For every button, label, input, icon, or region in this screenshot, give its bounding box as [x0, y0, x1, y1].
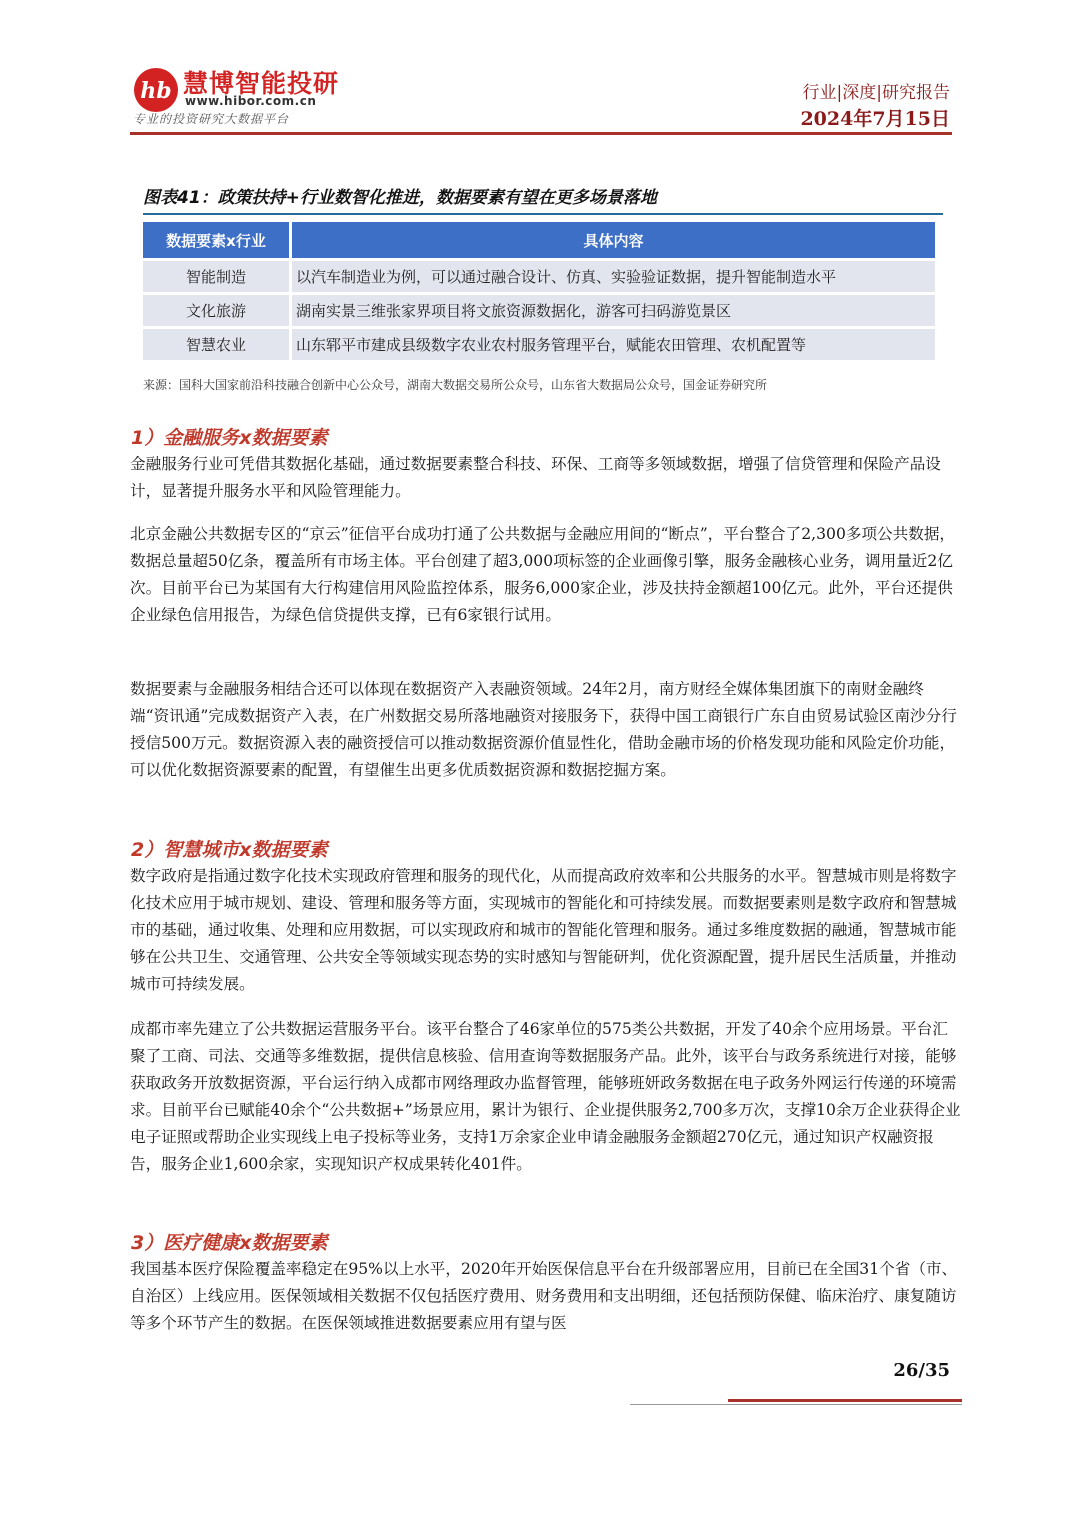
table-row — [143, 329, 935, 360]
figure-source: 来源：国科大国家前沿科技融合创新中心公众号，湖南大数据交易所公众号，山东省大数据局公众号，国金证券研究所 — [143, 378, 768, 392]
section-title-healthcare: 3）医疗健康x数据要素 — [131, 1232, 328, 1254]
header-divider — [130, 132, 952, 135]
logo-url: www.hibor.com.cn — [185, 94, 317, 108]
table-cell-industry: 智能制造 — [143, 261, 292, 292]
table-cell-industry: 文化旅游 — [143, 295, 292, 326]
paragraph: 成都市率先建立了公共数据运营服务平台。该平台整合了46家单位的575类公共数据，开发了40余个应用场景。平台汇聚了工商、司法、交通等多维数据，提供信息核验、信用查询等数据服务产品。此外，该平台与政务系统进行对接，能够获取政务开放数据资源，平台运行纳入成都市网络理政办监督管理，能够班妍政务数据在电子政务外网运行传递的环境需求。目前平台已赋能40余个“公共数据+”场景应用，累计为银行、企业提供服务2,700多万次，支撑10余万企业获得企业电子证照或帮助企业实现线上电子投标等业务，支持1万余家企业申请金融服务金额超270亿元，通过知识产权融资报告，服务企业1,600余家，实现知识产权成果转化401件。 — [130, 1020, 961, 1173]
footer-rule — [630, 1404, 962, 1405]
table-cell-content: 湖南实景三维张家界项目将文旅资源数据化，游客可扫码游览景区 — [292, 295, 935, 326]
paragraph: 北京金融公共数据专区的“京云”征信平台成功打通了公共数据与金融应用间的“断点”，平台整合了2,300多项公共数据，数据总量超50亿条，覆盖所有市场主体。平台创建了超3,000项标签的企业画像引擎，服务金融核心业务，调用量近2亿次。目前平台已为某国有大行构建信用风险监控体系，服务6,000家企业，涉及扶持金额超100亿元。此外，平台还提供企业绿色信用报告，为绿色信贷提供支撑，已有6家银行试用。 — [130, 525, 956, 624]
table-cell-content: 山东郓平市建成县级数字农业农村服务管理平台，赋能农田管理、农机配置等 — [292, 329, 935, 360]
paragraph: 我国基本医疗保险覆盖率稳定在95%以上水平，2020年开始医保信息平台在升级部署应用，目前已在全国31个省（市、自治区）上线应用。医保领域相关数据不仅包括医疗费用、财务费用和支出明细，还包括预防保健、临床治疗、康复随访等多个环节产生的数据。在医保领域推进数据要素应用有望与医 — [130, 1260, 958, 1332]
table-header-content: 具体内容 — [292, 222, 935, 258]
logo-name: 慧博智能投研 — [183, 69, 340, 98]
table-header-industry: 数据要素x行业 — [143, 222, 292, 258]
table-row — [143, 261, 935, 292]
table-cell-industry: 智慧农业 — [143, 329, 292, 360]
paragraph: 数据要素与金融服务相结合还可以体现在数据资产入表融资领域。24年2月，南方财经全媒体集团旗下的南财金融终端“资讯通”完成数据资产入表，在广州数据交易所落地融资对接服务下，获得中国工商银行广东自由贸易试验区南沙分行授信500万元。数据资源入表的融资授信可以推动数据资源价值显性化，借助金融市场的价格发现功能和风险定价功能，可以优化数据资源要素的配置，有望催生出更多优质数据资源和数据挖掘方案。 — [130, 680, 957, 779]
paragraph: 数字政府是指通过数字化技术实现政府管理和服务的现代化，从而提高政府效率和公共服务的水平。智慧城市则是将数字化技术应用于城市规划、建设、管理和服务等方面，实现城市的智能化和可持续发展。而数据要素则是数字政府和智慧城市的基础，通过收集、处理和应用数据，可以实现政府和城市的智能化管理和服务。通过多维度数据的融通，智慧城市能够在公共卫生、交通管理、公共安全等领域实现态势的实时感知与智能研判，优化资源配置，提升居民生活质量，并推动城市可持续发展。 — [130, 867, 957, 993]
report-type: 行业|深度|研究报告 — [802, 83, 950, 103]
report-date: 2024年7月15日 — [800, 108, 950, 130]
hibor-logo-icon — [133, 67, 179, 113]
page-number: 26/35 — [893, 1360, 950, 1381]
section-title-smart-city: 2）智慧城市x数据要素 — [131, 839, 328, 861]
svg-text:hb: hb — [140, 78, 172, 104]
table-header-row — [143, 222, 935, 258]
logo — [133, 64, 340, 130]
logo-tagline: 专业的投资研究大数据平台 — [133, 112, 290, 126]
section-title-finance: 1）金融服务x数据要素 — [131, 427, 328, 449]
table-row — [143, 295, 935, 326]
footer-accent-rule — [728, 1399, 962, 1402]
data-element-table — [143, 219, 935, 363]
table-cell-content: 以汽车制造业为例，可以通过融合设计、仿真、实验验证数据，提升智能制造水平 — [292, 261, 935, 292]
figure-title: 图表41：政策扶持+行业数智化推进，数据要素有望在更多场景落地 — [143, 188, 657, 208]
paragraph: 金融服务行业可凭借其数据化基础，通过数据要素整合科技、环保、工商等多领域数据，增强了信贷管理和保险产品设计，显著提升服务水平和风险管理能力。 — [130, 455, 941, 500]
figure-divider — [143, 213, 943, 215]
